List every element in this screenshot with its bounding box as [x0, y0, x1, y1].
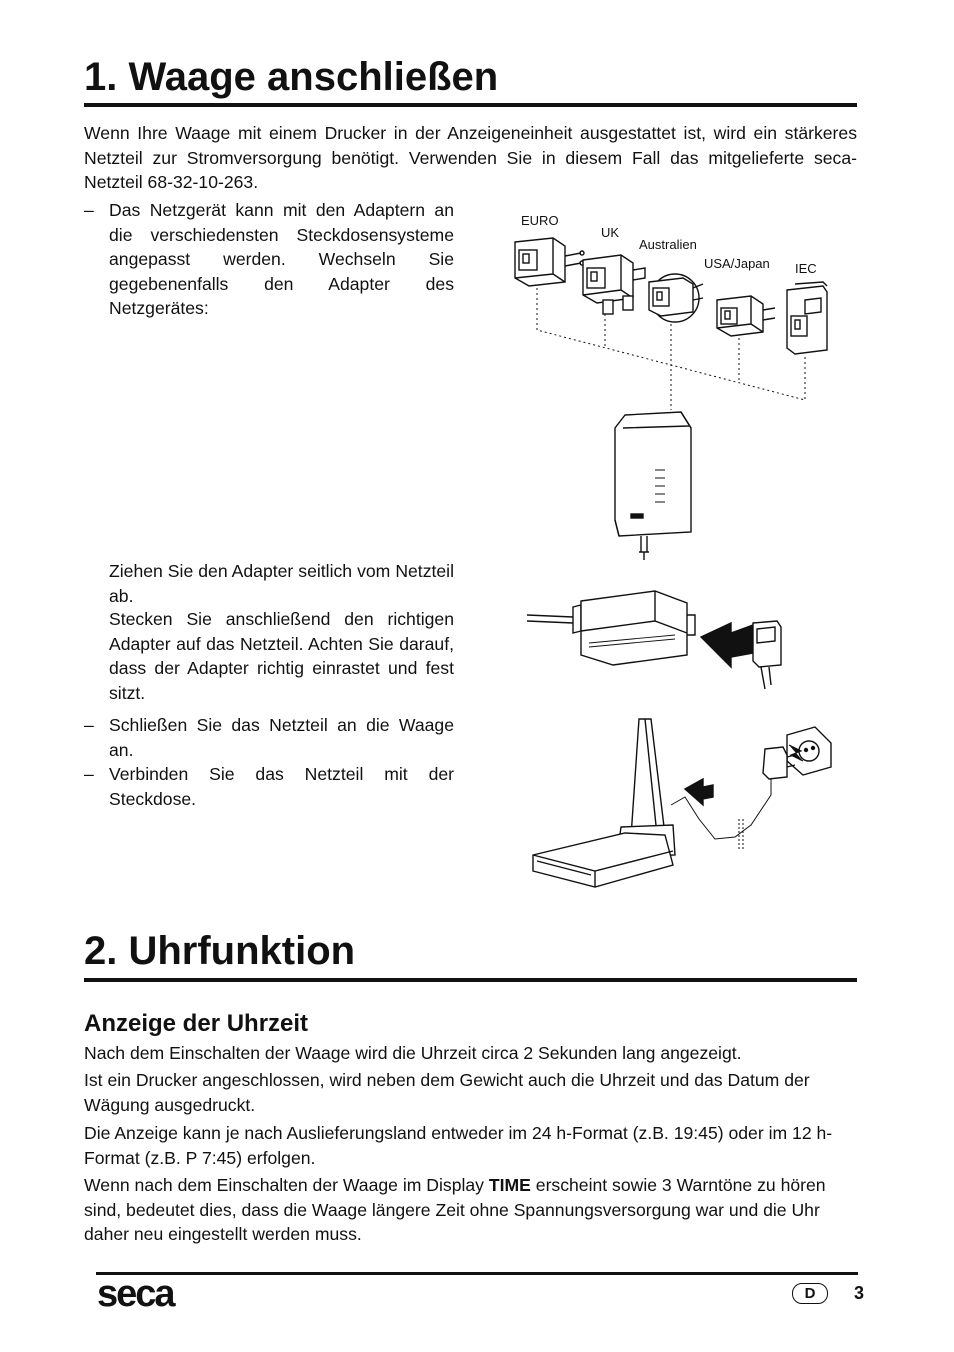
paragraph-4-start: Wenn nach dem Einschalten der Waage im Display: [84, 1175, 489, 1195]
label-iec: IEC: [795, 261, 817, 276]
bullet-dash: –: [84, 764, 94, 784]
bullet-adapter: [84, 198, 454, 321]
bullet-dash: –: [84, 200, 94, 220]
paragraph-4: [84, 1173, 858, 1247]
paragraph-3: Die Anzeige kann je nach Auslieferungsland entweder im 24 h-Format (z.B. 19:45) oder im 12 h-Format (z.B. P 7:45) erfolgen.: [84, 1123, 833, 1168]
label-australien: Australien: [639, 237, 697, 252]
attach-adapter-illustration: [525, 585, 785, 695]
power-supply-icon: [615, 412, 691, 560]
time-display-text: TIME: [488, 1175, 531, 1195]
bullet-connect-text: Schließen Sie das Netzteil an die Waage an.: [109, 715, 454, 760]
heading-rule-1: [84, 103, 857, 107]
label-uk: UK: [601, 225, 620, 240]
footer-rule: [96, 1272, 858, 1275]
language-badge: D: [792, 1283, 828, 1304]
euro-adapter-icon: [515, 238, 584, 286]
bullet-socket-text: Verbinden Sie das Netzteil mit der Steckdose.: [109, 764, 454, 809]
paragraph-2: Ist ein Drucker angeschlossen, wird neben dem Gewicht auch die Uhrzeit und das Datum der Wägung ausgedruckt.: [84, 1070, 810, 1115]
label-euro: EURO: [521, 213, 559, 228]
paragraph-4-end: erscheint sowie 3 Warntöne zu hören sind, bedeutet dies, dass die Waage längere Zeit ohne Spannungsversorgung war und die Uhr daher neu eingestellt werden muss.: [84, 1175, 826, 1244]
uk-adapter-icon: [583, 255, 645, 314]
section-1-heading: 1. Waage anschließen: [84, 55, 499, 99]
australia-adapter-icon: [649, 274, 703, 322]
iec-adapter-icon: [787, 282, 827, 354]
seca-logo: seca: [97, 1273, 174, 1315]
bullet-dash: –: [84, 715, 94, 735]
scale-icon: [533, 719, 675, 887]
bullet-connect: [84, 713, 454, 762]
usa-japan-adapter-icon: [717, 296, 775, 336]
pull-adapter-text: Ziehen Sie den Adapter seitlich vom Netzteil ab.: [109, 561, 454, 606]
intro-paragraph: Wenn Ihre Waage mit einem Drucker in der Anzeigeneinheit ausgestattet ist, wird ein stärkeres Netzteil zur Stromversorgung benötigt. Verwenden Sie in diesem Fall das mitgelieferte seca-Netzteil 68-32-10-263.: [84, 123, 857, 192]
wall-socket-icon: [787, 727, 831, 775]
scale-connection-illustration: [525, 715, 835, 895]
adapter-illustration: [505, 200, 840, 560]
page-number: 3: [854, 1283, 865, 1303]
bullet-socket: [84, 762, 454, 811]
label-usa-japan: USA/Japan: [704, 256, 770, 271]
section-2-heading: 2. Uhrfunktion: [84, 929, 356, 973]
insert-adapter-text: Stecken Sie anschließend den richtigen Adapter auf das Netzteil. Achten Sie darauf, dass der Adapter richtig einrastet und fest sitzt.: [109, 609, 454, 703]
paragraph-1: Nach dem Einschalten der Waage wird die Uhrzeit circa 2 Sekunden lang angezeigt.: [84, 1043, 742, 1063]
subheading-anzeige: Anzeige der Uhrzeit: [84, 1010, 309, 1037]
heading-rule-2: [84, 978, 857, 982]
bullet-adapter-text: Das Netzgerät kann mit den Adaptern an die verschiedensten Steckdosensysteme angepasst werden. Wechseln Sie gegebenenfalls den Adapter des Netzgerätes:: [109, 200, 454, 318]
